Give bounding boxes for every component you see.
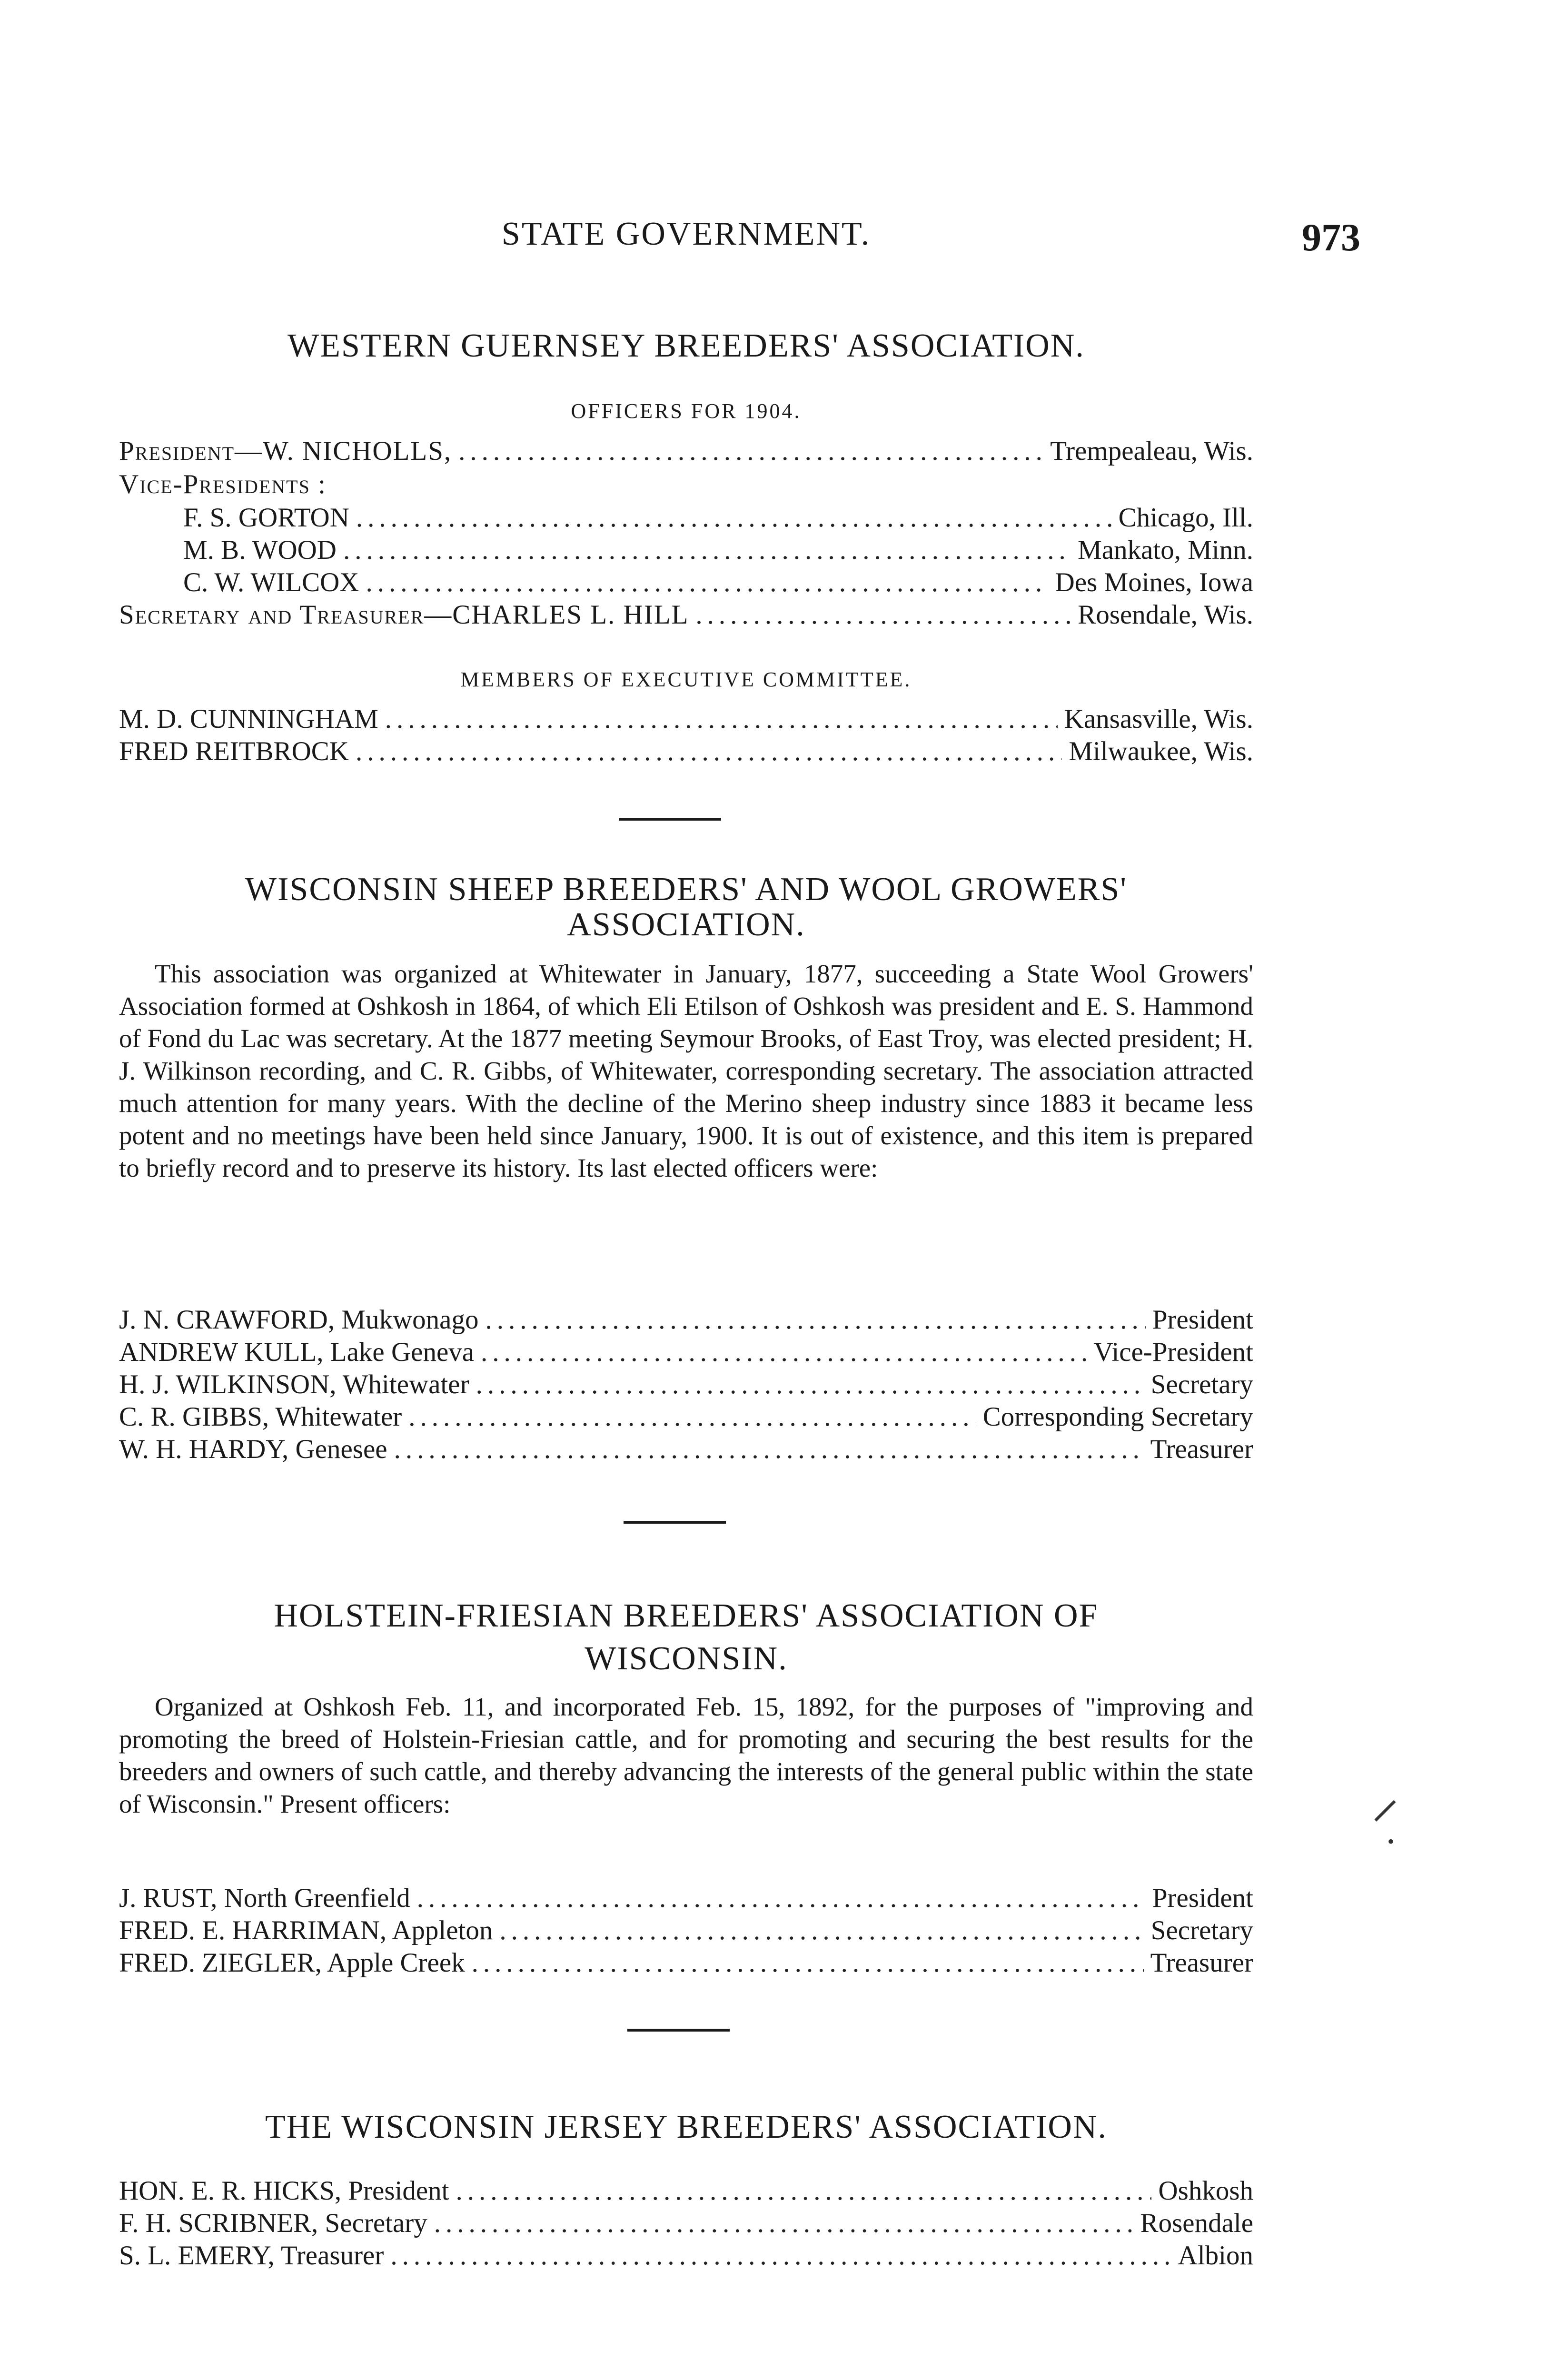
officer-place: Oshkosh <box>1158 2176 1253 2206</box>
sheep-title-line2: ASSOCIATION. <box>567 906 805 943</box>
exec-place: Kansasville, Wis. <box>1064 704 1253 734</box>
guernsey-title: WESTERN GUERNSEY BREEDERS' ASSOCIATION. <box>287 327 1085 364</box>
leader-dots <box>458 436 1043 467</box>
officer-role: Treasurer <box>1150 1434 1253 1464</box>
guernsey-president-label: President—W. NICHOLLS, <box>119 436 452 466</box>
leader-dots <box>408 1401 976 1433</box>
exec-member-row <box>119 736 1253 767</box>
vice-name: C. W. WILCOX <box>183 567 359 597</box>
officer-name: FRED. ZIEGLER, Apple Creek <box>119 1948 465 1978</box>
leader-dots <box>390 2240 1171 2271</box>
guernsey-secretary-label: Secretary and Treasurer—CHARLES L. HILL <box>119 600 689 630</box>
leader-dots <box>434 2208 1134 2239</box>
leader-dots <box>356 502 1112 534</box>
exec-name: FRED REITBROCK <box>119 736 349 766</box>
guernsey-officers-subhead: OFFICERS FOR 1904. <box>571 399 802 423</box>
guernsey-vice-row <box>183 535 1253 566</box>
leader-dots <box>356 736 1062 767</box>
leader-dots <box>343 535 1071 566</box>
guernsey-secretary-row <box>119 599 1253 631</box>
vice-name: F. S. GORTON <box>183 503 349 533</box>
leader-dots <box>385 704 1058 735</box>
jersey-title: THE WISCONSIN JERSEY BREEDERS' ASSOCIATION. <box>265 2109 1108 2145</box>
guernsey-vice-label <box>119 469 1253 500</box>
vice-place: Des Moines, Iowa <box>1055 567 1253 597</box>
exec-member-row <box>119 704 1253 735</box>
exec-name: M. D. CUNNINGHAM <box>119 704 378 734</box>
officer-name: C. R. GIBBS, Whitewater <box>119 1402 402 1432</box>
sheep-officer-row <box>119 1369 1253 1400</box>
leader-dots <box>695 599 1071 631</box>
margin-pencil-mark: ⸝ <box>1371 1766 1399 1829</box>
section-divider <box>627 2029 730 2032</box>
officer-place: Rosendale <box>1140 2208 1253 2238</box>
vice-place: Chicago, Ill. <box>1118 503 1253 533</box>
jersey-officer-row <box>119 2175 1253 2207</box>
holstein-title-line2: WISCONSIN. <box>585 1640 788 1677</box>
guernsey-president-place: Trempealeau, Wis. <box>1050 436 1253 466</box>
holstein-officer-row <box>119 1883 1253 1914</box>
jersey-officer-row <box>119 2208 1253 2239</box>
officer-role: President <box>1152 1305 1253 1335</box>
exec-place: Milwaukee, Wis. <box>1069 736 1253 766</box>
officer-name: FRED. E. HARRIMAN, Appleton <box>119 1915 493 1945</box>
vice-place: Mankato, Minn. <box>1078 535 1253 565</box>
leader-dots <box>456 2175 1152 2207</box>
guernsey-secretary-place: Rosendale, Wis. <box>1078 600 1253 630</box>
leader-dots <box>481 1337 1087 1368</box>
officer-role: Secretary <box>1150 1915 1253 1945</box>
sheep-history-paragraph: This association was organized at Whitewater in January, 1877, succeeding a State Wool Growers' Association formed at Oshkosh in 1864, of which Eli Etilson of Oshkosh was president and E. S. Hammond of Fond du Lac was secretary. At the 1877 meeting Seymour Brooks, of East Troy, was elected president; H. J. Wilkinson recording, and C. R. Gibbs, of Whitewater, corresponding secretary. The association attracted much attention for many years. With the decline of the Merino sheep industry since 1883 it became less potent and no meetings have been held since January, 1900. It is out of existence, and this item is prepared to briefly record and to preserve its history. Its last elected officers were: <box>119 959 1253 1182</box>
officer-name: ANDREW KULL, Lake Geneva <box>119 1337 475 1367</box>
guernsey-vice-row <box>183 502 1253 534</box>
sheep-title-line1: WISCONSIN SHEEP BREEDERS' AND WOOL GROWERS' <box>245 871 1127 908</box>
officer-role: Treasurer <box>1150 1948 1253 1978</box>
section-divider <box>619 818 721 821</box>
guernsey-president-row <box>119 436 1253 467</box>
leader-dots <box>485 1304 1145 1336</box>
vice-name: M. B. WOOD <box>183 535 337 565</box>
guernsey-vice-row <box>183 567 1253 598</box>
running-head: STATE GOVERNMENT. <box>501 216 871 252</box>
officer-role: President <box>1152 1883 1253 1913</box>
leader-dots <box>476 1369 1144 1400</box>
page-number: 973 <box>1302 216 1360 259</box>
officer-role: Vice-President <box>1093 1337 1253 1367</box>
leader-dots <box>499 1915 1144 1946</box>
margin-dot: • <box>1387 1831 1395 1852</box>
officer-name: F. H. SCRIBNER, Secretary <box>119 2208 427 2238</box>
vice-presidents-label: Vice-Presidents : <box>119 469 327 499</box>
officer-name: HON. E. R. HICKS, President <box>119 2176 449 2206</box>
leader-dots <box>394 1434 1144 1465</box>
officer-name: H. J. WILKINSON, Whitewater <box>119 1369 469 1399</box>
officer-name: J. RUST, North Greenfield <box>119 1883 410 1913</box>
executive-committee-subhead: MEMBERS OF EXECUTIVE COMMITTEE. <box>460 668 912 691</box>
officer-place: Albion <box>1178 2241 1253 2271</box>
holstein-title-line1: HOLSTEIN-FRIESIAN BREEDERS' ASSOCIATION OF <box>274 1597 1099 1634</box>
section-divider <box>624 1521 726 1524</box>
sheep-officer-row <box>119 1337 1253 1368</box>
holstein-paragraph: Organized at Oshkosh Feb. 11, and incorporated Feb. 15, 1892, for the purposes of "improving and promoting the breed of Holstein-Friesian cattle, and for promoting and securing the best results for the breeders and owners of such cattle, and thereby advancing the interests of the general public within the state of Wisconsin." Present officers: <box>119 1692 1253 1818</box>
officer-name: J. N. CRAWFORD, Mukwonago <box>119 1305 479 1335</box>
leader-dots <box>366 567 1048 598</box>
sheep-officer-row <box>119 1434 1253 1465</box>
jersey-officer-row <box>119 2240 1253 2271</box>
officer-role: Secretary <box>1150 1369 1253 1399</box>
leader-dots <box>472 1947 1144 1979</box>
holstein-officer-row <box>119 1915 1253 1946</box>
sheep-officer-row <box>119 1401 1253 1433</box>
holstein-officer-row <box>119 1947 1253 1979</box>
officer-role: Corresponding Secretary <box>982 1402 1253 1432</box>
sheep-officer-row <box>119 1304 1253 1336</box>
leader-dots <box>417 1883 1146 1914</box>
officer-name: S. L. EMERY, Treasurer <box>119 2241 384 2271</box>
officer-name: W. H. HARDY, Genesee <box>119 1434 387 1464</box>
